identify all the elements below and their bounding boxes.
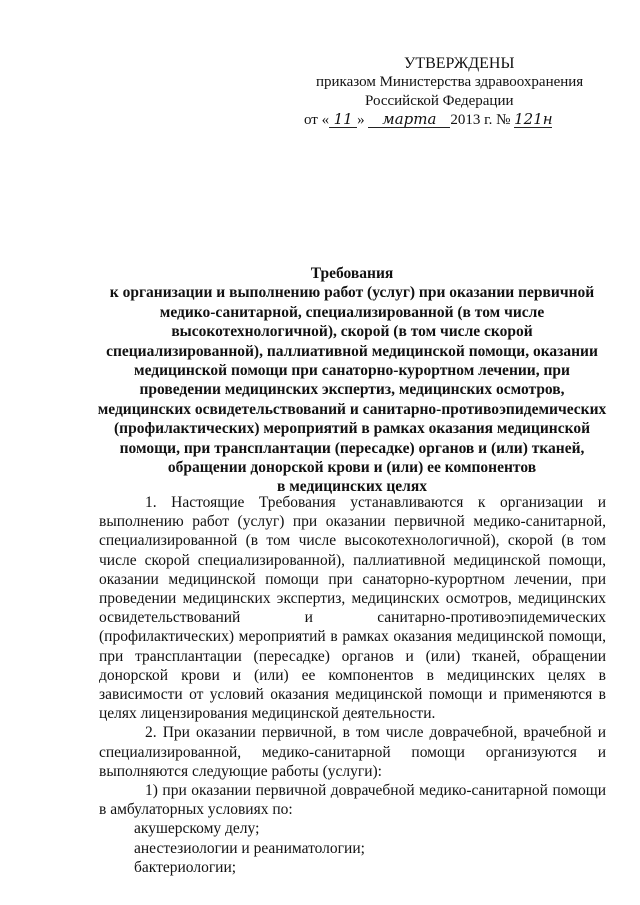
document-body [99,493,606,877]
date-year-text: 2013 г. № [450,112,511,128]
paragraph-1: 1. Настоящие Требования устанавливаются к организации и выполнению работ (услуг) при оказании первичной медико-санитарной, специализированной (в том числе высокотехнологичной), скорой (в том числе скорой специализированной), паллиативной медицинской помощи, оказании медицинской помощи при санаторно-курортном лечении, при проведении медицинских экспертиз, медицинских осмотров, медицинских освидетельствований и санитарно-противоэпидемических (профилактических) мероприятий в рамках оказания медицинской помощи, при трансплантации (пересадке) органов и (или) тканей, обращении донорской крови и (или) ее компонентов в медицинских целях в зависимости от условий оказания медицинской помощи и применяются в целях лицензирования медицинской деятельности. [99,494,606,723]
title-line: в медицинских целях [276,478,428,496]
title-line: специализированной), паллиативной медицинской помощи, оказании [106,342,598,360]
title-line: обращении донорской крови и (или) ее компонентов [167,459,537,477]
handwritten-month: марта [368,111,450,128]
paragraph-2: 2. При оказании первичной, в том числе доврачебной, врачебной и специализированной, медико-санитарной помощи организуются и выполняются следующие работы (услуги): [99,724,606,780]
title-line: (профилактических) мероприятий в рамках оказания медицинской [113,420,591,438]
approval-heading: УТВЕРЖДЕНЫ [404,55,515,72]
approval-stamp-block [300,54,620,130]
list-item: бактериологии; [134,858,237,876]
title-line: помощи, при трансплантации (пересадке) органов и (или) тканей, [119,439,585,457]
title-line: к организации и выполнению работ (услуг) при оказании первичной [109,284,595,302]
approval-date-line [304,111,620,130]
handwritten-day: 11 [329,111,357,128]
list-item: анестезиологии и реаниматологии; [134,839,365,857]
title-line: медицинской помощи при санаторно-курортном лечении, при [134,362,570,380]
date-quote-close: » [357,112,365,128]
title-line: проведении медицинских экспертиз, медицинских осмотров, [139,381,565,399]
list-item: акушерскому делу; [134,820,260,838]
handwritten-order-number: 121н [514,110,553,128]
paragraph-3: 1) при оказании первичной доврачебной медико-санитарной помощи в амбулаторных условиях по: [99,782,606,819]
document-title [96,264,608,497]
title-line: медико-санитарной, специализированной (в том числе [159,303,545,321]
approval-country-line: Российской Федерации [365,93,514,109]
date-prefix: от « [304,112,330,128]
title-line: медицинских освидетельствований и санитарно-противоэпидемических [97,400,607,418]
approval-ministry-line: приказом Министерства здравоохранения [316,74,584,90]
title-line: высокотехнологичной), скорой (в том числе скорой [171,323,533,341]
title-heading: Требования [310,265,394,282]
